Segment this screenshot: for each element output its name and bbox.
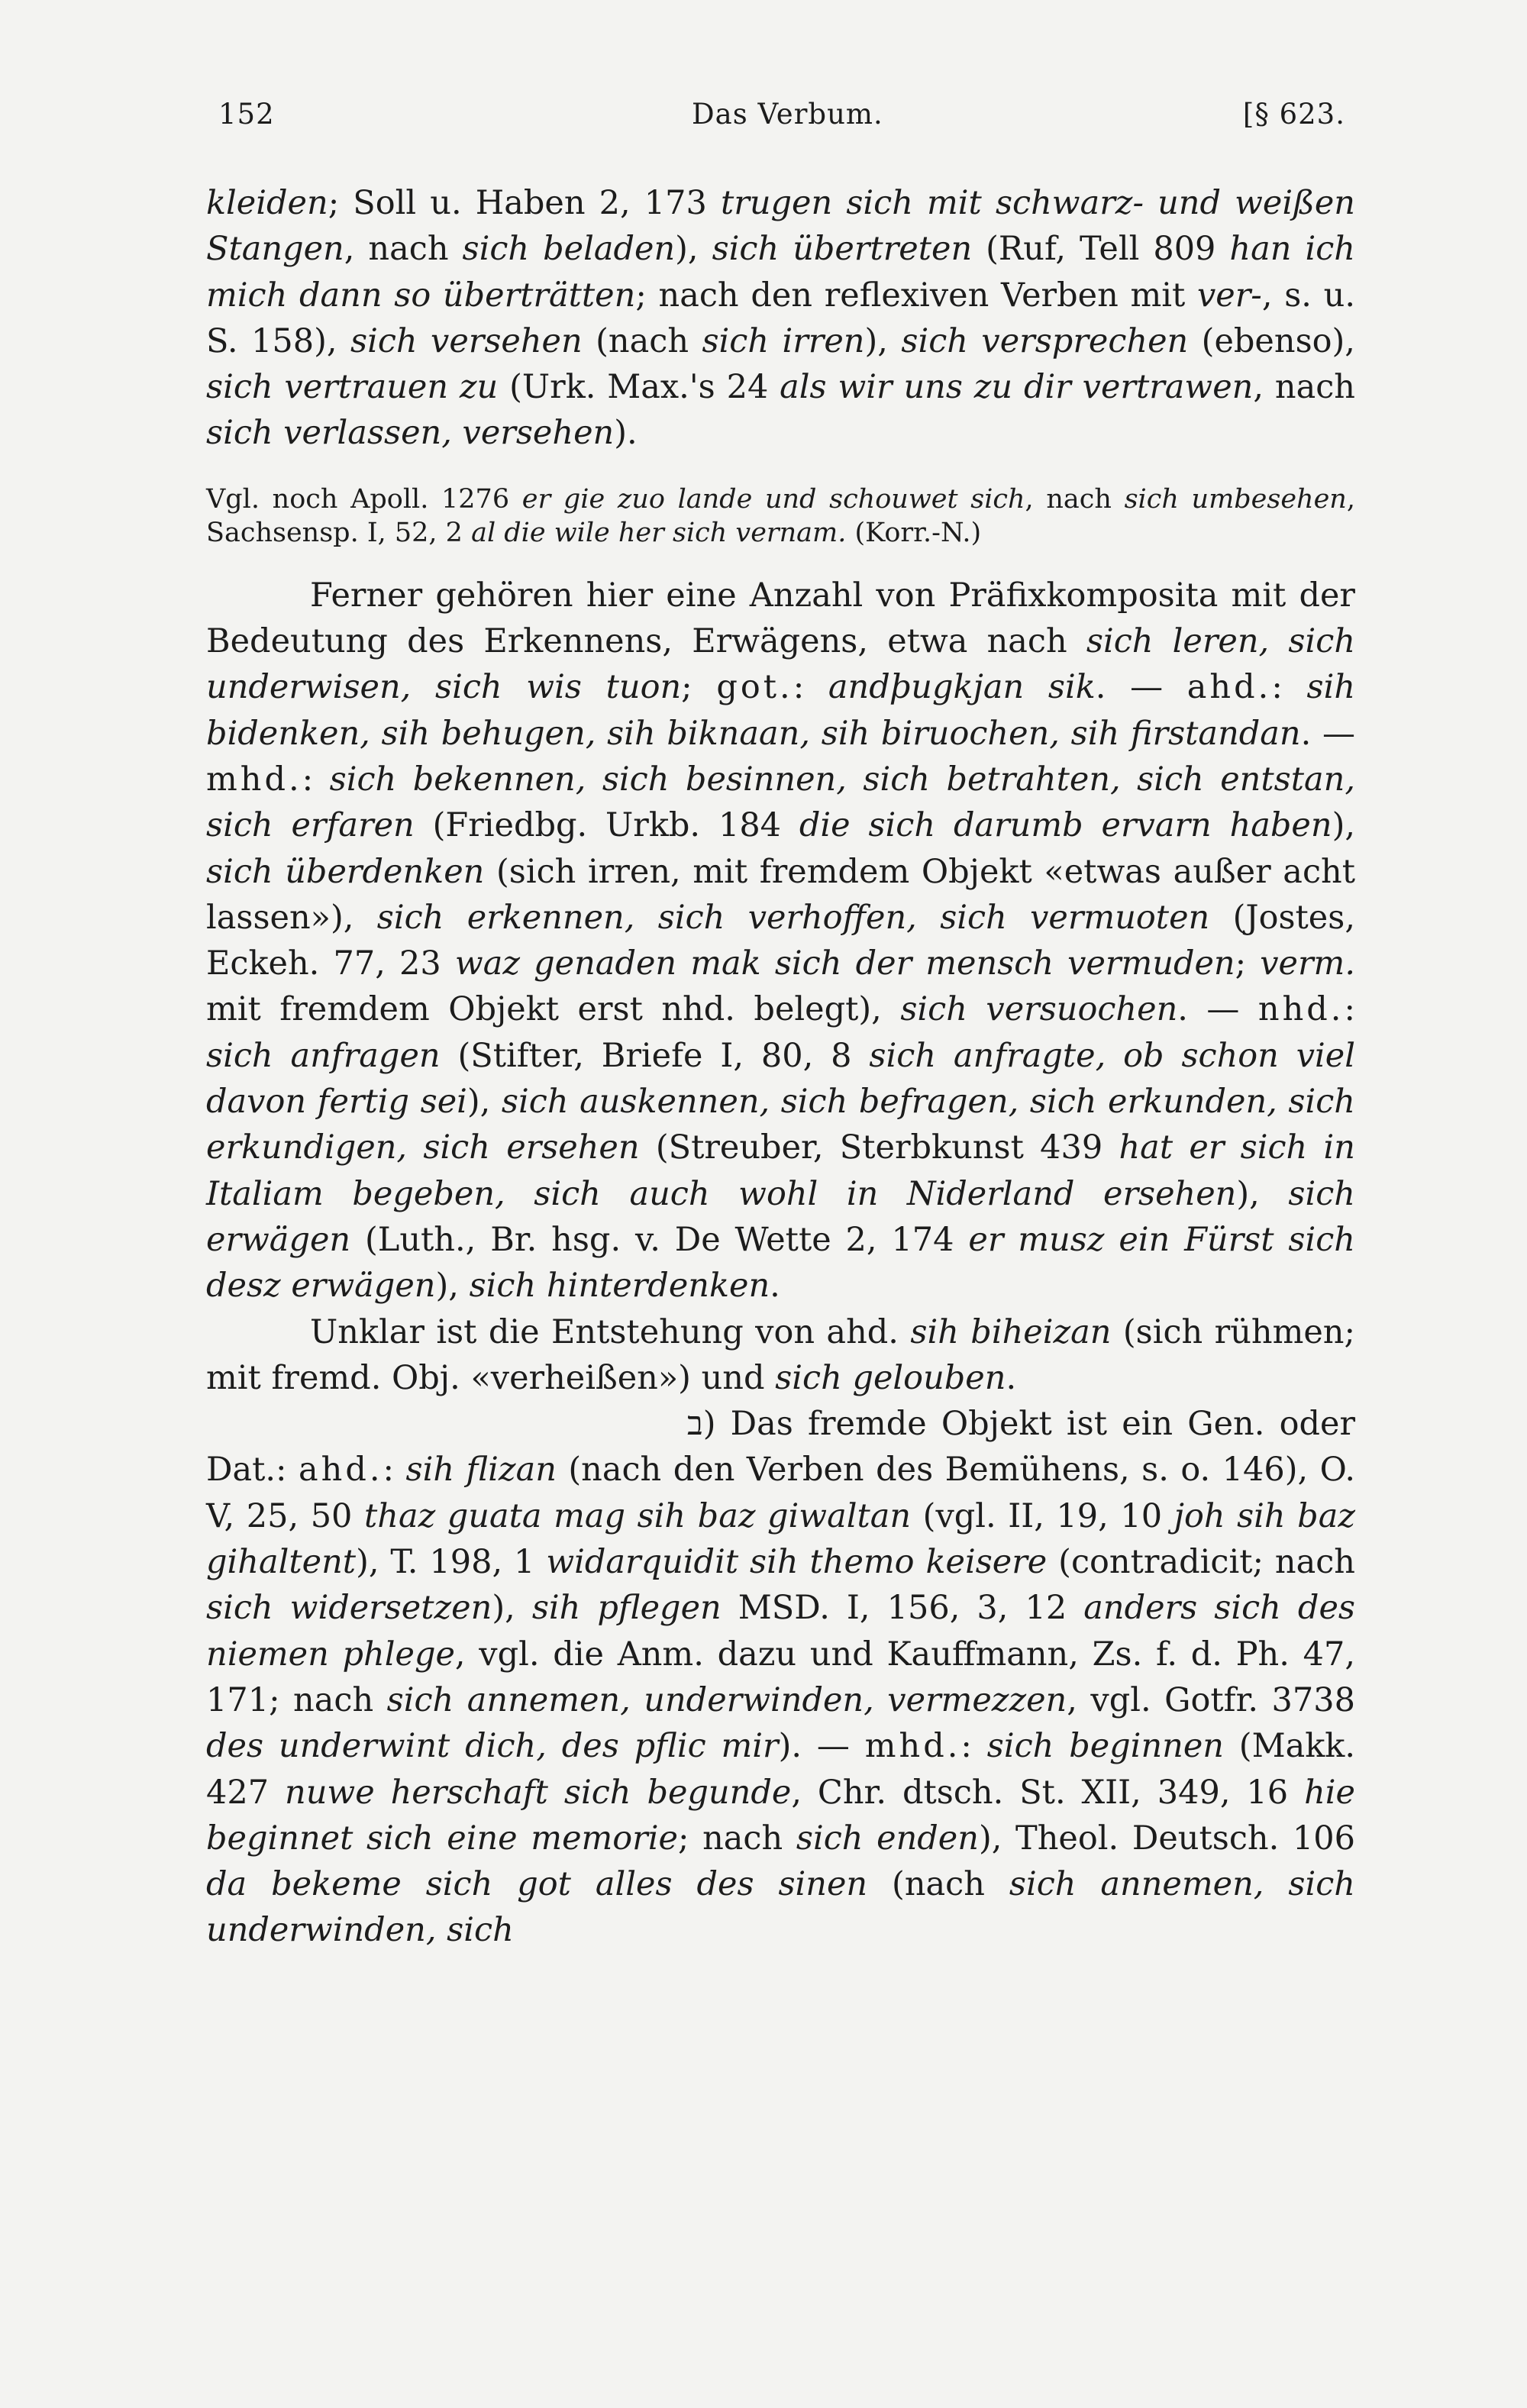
italic-text: sich widersetzen [206, 1589, 492, 1628]
text-segment: (Friedbg. Urkb. 184 [414, 806, 799, 845]
footnote-paragraph [206, 483, 1355, 550]
text-segment: ; nach den reflexiven Verben mit [635, 276, 1197, 315]
italic-text: joh sih baz gihaltent [206, 1496, 1355, 1582]
italic-text: sich annemen, sich underwinden, sich [206, 1865, 1355, 1950]
italic-text: waz genaden mak sich der mensch vermuden [454, 944, 1235, 983]
italic-text: sich vertrauen zu [206, 368, 499, 407]
italic-text: sich versuochen [900, 990, 1178, 1029]
running-title: Das Verbum. [692, 98, 883, 131]
italic-text: er gie zuo lande und schouwet sich [521, 483, 1025, 515]
italic-text: des underwint dich, des pflic mir [206, 1727, 779, 1766]
italic-text: sich erkennen, sich verhoffen, sich vermuoten [376, 898, 1210, 937]
text-segment: , vgl. Gotfr. 3738 [1067, 1680, 1355, 1719]
italic-text: sich annemen, underwinden, vermezzen [386, 1680, 1067, 1719]
italic-text: sich versehen [350, 321, 583, 360]
text-segment: (Ruf, Tell 809 [972, 230, 1230, 269]
italic-text: kleiden [206, 184, 328, 222]
italic-text: verm. [1260, 944, 1356, 983]
italic-text: sich umbesehen [1124, 483, 1347, 515]
text-segment: mhd. [864, 1727, 961, 1766]
text-segment: (nach den Verben des Bemühens, s. o. 146), O. V, 25, 50 [206, 1451, 1355, 1535]
page-number: 152 [218, 98, 275, 131]
italic-text: sich irren [702, 321, 865, 360]
text-segment: mhd. [206, 760, 302, 799]
italic-text: andþugkjan sik [828, 668, 1096, 707]
italic-text: widarquidit sih themo keisere [546, 1543, 1048, 1582]
text-segment: got. [716, 668, 793, 707]
text-segment: , Chr. dtsch. St. XII, 349, 16 [791, 1773, 1305, 1812]
text-segment: ), Theol. Deutsch. 106 [978, 1819, 1356, 1858]
text-segment: , nach [1253, 368, 1356, 407]
italic-text: da bekeme sich got alles des sinen [206, 1865, 868, 1904]
text-segment: . [1006, 1358, 1017, 1397]
text-segment: , nach [344, 230, 463, 269]
text-segment: ahd. [1186, 668, 1272, 707]
italic-text: sich beginnen [986, 1727, 1224, 1766]
text-segment: (Stifter, Briefe I, 80, 8 [440, 1036, 870, 1075]
italic-text: sih biheizan [910, 1312, 1112, 1351]
text-segment: : [793, 668, 828, 707]
main-text [206, 180, 1355, 1954]
text-segment: Ferner gehören hier eine Anzahl von Präfixkomposita mit der Bedeutung des Erkennens, Erwägens, etwa nach [206, 576, 1355, 661]
text-segment: MSD. I, 156, 3, 12 [721, 1589, 1084, 1628]
text-segment: : [960, 1727, 987, 1766]
italic-text: ver- [1196, 276, 1262, 315]
italic-text: sich übertreten [712, 230, 973, 269]
text-segment: (sich rühmen; mit fremd. Obj. «verheißen») und [206, 1312, 1355, 1397]
paragraph-section-b [206, 1401, 1355, 1954]
text-segment: : [1344, 990, 1355, 1029]
text-segment: , s. u. S. 158), [206, 276, 1355, 360]
italic-text: sich bekennen, sich besinnen, sich betrahten, sich entstan, sich erfaren [206, 760, 1355, 845]
text-segment: (nach [582, 321, 702, 360]
italic-text: han ich mich dann so überträtten [206, 230, 1355, 315]
text-segment: (vgl. II, 19, 10 [911, 1496, 1174, 1535]
text-segment: ). — [778, 1727, 865, 1766]
italic-text: er musz ein Fürst sich desz erwägen [206, 1220, 1355, 1306]
text-segment: . [770, 1267, 780, 1306]
italic-text: sich erwägen [206, 1174, 1355, 1259]
text-segment: (ebenso), [1188, 321, 1355, 360]
italic-text: sich versprechen [901, 321, 1189, 360]
italic-text: sich gelouben [775, 1358, 1006, 1397]
text-segment: . — [1177, 990, 1258, 1029]
text-segment: ; Soll u. Haben 2, 173 [328, 184, 721, 222]
italic-text: sich leren, sich underwisen, sich wis tuon [206, 622, 1356, 707]
text-segment: (Streuber, Sterbkunst 439 [639, 1128, 1119, 1167]
text-segment: ), [864, 321, 902, 360]
paragraph-prefix-compounds [206, 573, 1355, 1309]
text-segment: : [383, 1451, 406, 1490]
italic-text: thaz guata mag sih baz giwaltan [363, 1496, 912, 1535]
text-segment: (Urk. Max.'s 24 [498, 368, 780, 407]
text-segment: (sich irren, mit fremdem Objekt «etwas außer acht lassen»), [206, 852, 1356, 937]
italic-text: sich enden [796, 1819, 979, 1858]
text-segment: , Sachsensp. I, 52, 2 [206, 483, 1355, 548]
italic-text: als wir uns zu dir vertrawen [780, 368, 1254, 407]
text-segment: ). [614, 414, 638, 453]
section-number: [§ 623. [1242, 98, 1345, 131]
text-segment: ב) Das fremde Objekt ist ein Gen. oder Dat.: [206, 1405, 1355, 1490]
italic-text: sih flizan [405, 1451, 557, 1490]
italic-text: anders sich des niemen phlege [206, 1589, 1355, 1674]
text-segment: (Makk. 427 [206, 1727, 1356, 1812]
text-segment: . — [1095, 668, 1187, 707]
text-segment: ), [435, 1267, 470, 1306]
text-segment: ), [1332, 806, 1356, 845]
italic-text: sich anfragen [206, 1036, 441, 1075]
text-segment: (contradicit; nach [1047, 1543, 1355, 1582]
text-segment: (Luth., Br. hsg. v. De Wette 2, 174 [350, 1220, 969, 1259]
italic-text: sih bidenken, sih behugen, sih biknaan, sih biruochen, sih firstandan [206, 668, 1356, 753]
text-segment: (Jostes, Eckeh. 77, 23 [206, 898, 1355, 983]
italic-text: sich anfragte, ob schon viel davon fertig sei [206, 1036, 1355, 1122]
italic-text: trugen sich mit schwarz- und weißen Stangen [206, 184, 1355, 269]
text-segment: Vgl. noch Apoll. 1276 [206, 483, 522, 515]
text-segment: (Korr.-N.) [846, 517, 982, 548]
paragraph-continued [206, 180, 1355, 457]
text-segment: : [1271, 668, 1307, 707]
text-segment: ), [1236, 1174, 1289, 1213]
text-segment: ), [466, 1083, 502, 1122]
text-segment: Unklar ist die Entstehung von ahd. [310, 1312, 911, 1351]
italic-text: sich verlassen, versehen [206, 414, 615, 453]
text-segment: ; nach [677, 1819, 796, 1858]
text-segment: mit fremdem Objekt erst nhd. belegt), [206, 990, 901, 1029]
running-header [218, 98, 1345, 144]
text-segment: ; [1235, 944, 1261, 983]
italic-text: al die wile her sich vernam. [471, 517, 847, 548]
italic-text: sich hinterdenken [469, 1267, 770, 1306]
text-segment: ; [681, 668, 717, 707]
text-segment: , nach [1025, 483, 1125, 515]
italic-text: hie beginnet sich eine memorie [206, 1773, 1355, 1858]
text-segment: , vgl. die Anm. dazu und Kauffmann, Zs. f. d. Ph. 47, 171; nach [206, 1635, 1356, 1719]
text-segment: ), [675, 230, 712, 269]
italic-text: sich auskennen, sich befragen, sich erkunden, sich erkundigen, sich ersehen [206, 1083, 1355, 1167]
text-segment: : [302, 760, 330, 799]
text-segment: nhd. [1257, 990, 1345, 1029]
text-segment: ahd. [299, 1451, 383, 1490]
italic-text: die sich darumb ervarn haben [799, 806, 1332, 845]
italic-text: hat er sich in Italiam begeben, sich auch wohl in Niderland ersehen [206, 1128, 1355, 1213]
text-segment: ), T. 198, 1 [356, 1543, 547, 1582]
italic-text: sich überdenken [206, 852, 485, 891]
text-segment: ), [492, 1589, 532, 1628]
italic-text: sich beladen [462, 230, 676, 269]
text-segment: . — [1300, 714, 1355, 753]
paragraph-unclear [206, 1309, 1355, 1402]
italic-text: nuwe herschaft sich begunde [285, 1773, 792, 1812]
text-segment: (nach [867, 1865, 1009, 1904]
italic-text: sih pflegen [531, 1589, 722, 1628]
